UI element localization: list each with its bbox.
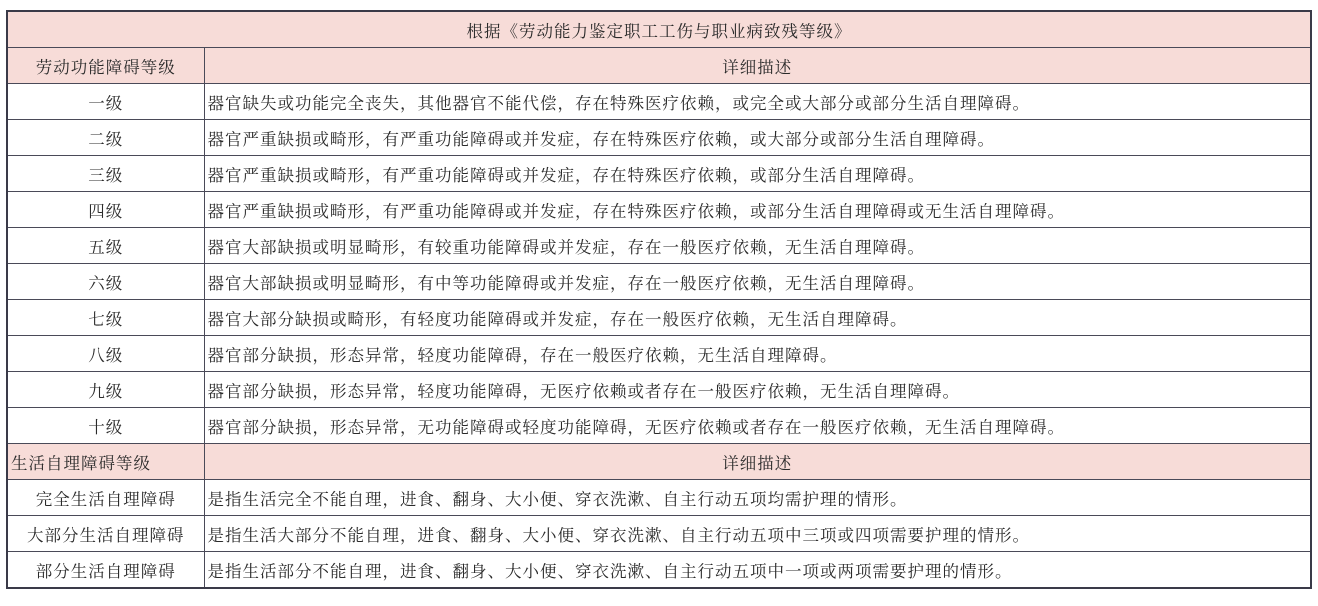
description-cell: 器官部分缺损，形态异常，轻度功能障碍，存在一般医疗依赖，无生活自理障碍。	[204, 336, 1311, 372]
labor-header-row	[7, 48, 1311, 84]
labor-row	[7, 372, 1311, 408]
labor-row	[7, 192, 1311, 228]
self-care-row	[7, 552, 1311, 589]
labor-row	[7, 336, 1311, 372]
labor-row	[7, 408, 1311, 444]
grade-cell: 大部分生活自理障碍	[7, 516, 204, 552]
description-cell: 器官大部缺损或明显畸形，有中等功能障碍或并发症，存在一般医疗依赖，无生活自理障碍。	[204, 264, 1311, 300]
description-cell: 是指生活部分不能自理，进食、翻身、大小便、穿衣洗漱、自主行动五项中一项或两项需要护理的情形。	[204, 552, 1311, 589]
description-cell: 是指生活大部分不能自理，进食、翻身、大小便、穿衣洗漱、自主行动五项中三项或四项需要护理的情形。	[204, 516, 1311, 552]
grade-cell: 三级	[7, 156, 204, 192]
self-care-row	[7, 480, 1311, 516]
labor-row	[7, 264, 1311, 300]
description-cell: 是指生活完全不能自理，进食、翻身、大小便、穿衣洗漱、自主行动五项均需护理的情形。	[204, 480, 1311, 516]
table-title: 根据《劳动能力鉴定职工工伤与职业病致残等级》	[7, 11, 1311, 48]
grade-cell: 六级	[7, 264, 204, 300]
description-cell: 器官缺失或功能完全丧失，其他器官不能代偿，存在特殊医疗依赖，或完全或大部分或部分生活自理障碍。	[204, 84, 1311, 120]
labor-row	[7, 228, 1311, 264]
description-cell: 器官大部缺损或明显畸形，有较重功能障碍或并发症，存在一般医疗依赖，无生活自理障碍。	[204, 228, 1311, 264]
labor-row	[7, 84, 1311, 120]
description-cell: 器官部分缺损，形态异常，无功能障碍或轻度功能障碍，无医疗依赖或者存在一般医疗依赖，无生活自理障碍。	[204, 408, 1311, 444]
self-care-header-row	[7, 444, 1311, 480]
grade-cell: 一级	[7, 84, 204, 120]
description-cell: 器官严重缺损或畸形，有严重功能障碍或并发症，存在特殊医疗依赖，或大部分或部分生活自理障碍。	[204, 120, 1311, 156]
labor-grade-header: 劳动功能障碍等级	[7, 48, 204, 84]
description-cell: 器官大部分缺损或畸形，有轻度功能障碍或并发症，存在一般医疗依赖，无生活自理障碍。	[204, 300, 1311, 336]
labor-desc-header: 详细描述	[204, 48, 1311, 84]
grade-cell: 五级	[7, 228, 204, 264]
labor-row	[7, 300, 1311, 336]
grade-cell: 七级	[7, 300, 204, 336]
description-cell: 器官严重缺损或畸形，有严重功能障碍或并发症，存在特殊医疗依赖，或部分生活自理障碍。	[204, 156, 1311, 192]
labor-row	[7, 156, 1311, 192]
description-cell: 器官部分缺损，形态异常，轻度功能障碍，无医疗依赖或者存在一般医疗依赖，无生活自理障碍。	[204, 372, 1311, 408]
grade-cell: 四级	[7, 192, 204, 228]
disability-grade-table	[6, 10, 1312, 589]
table-title-row	[7, 11, 1311, 48]
grade-cell: 二级	[7, 120, 204, 156]
grade-cell: 十级	[7, 408, 204, 444]
grade-cell: 完全生活自理障碍	[7, 480, 204, 516]
grade-cell: 八级	[7, 336, 204, 372]
grade-cell: 九级	[7, 372, 204, 408]
labor-row	[7, 120, 1311, 156]
self-care-grade-header: 生活自理障碍等级	[7, 444, 204, 480]
self-care-row	[7, 516, 1311, 552]
grade-cell: 部分生活自理障碍	[7, 552, 204, 589]
self-care-desc-header: 详细描述	[204, 444, 1311, 480]
description-cell: 器官严重缺损或畸形，有严重功能障碍或并发症，存在特殊医疗依赖，或部分生活自理障碍或无生活自理障碍。	[204, 192, 1311, 228]
